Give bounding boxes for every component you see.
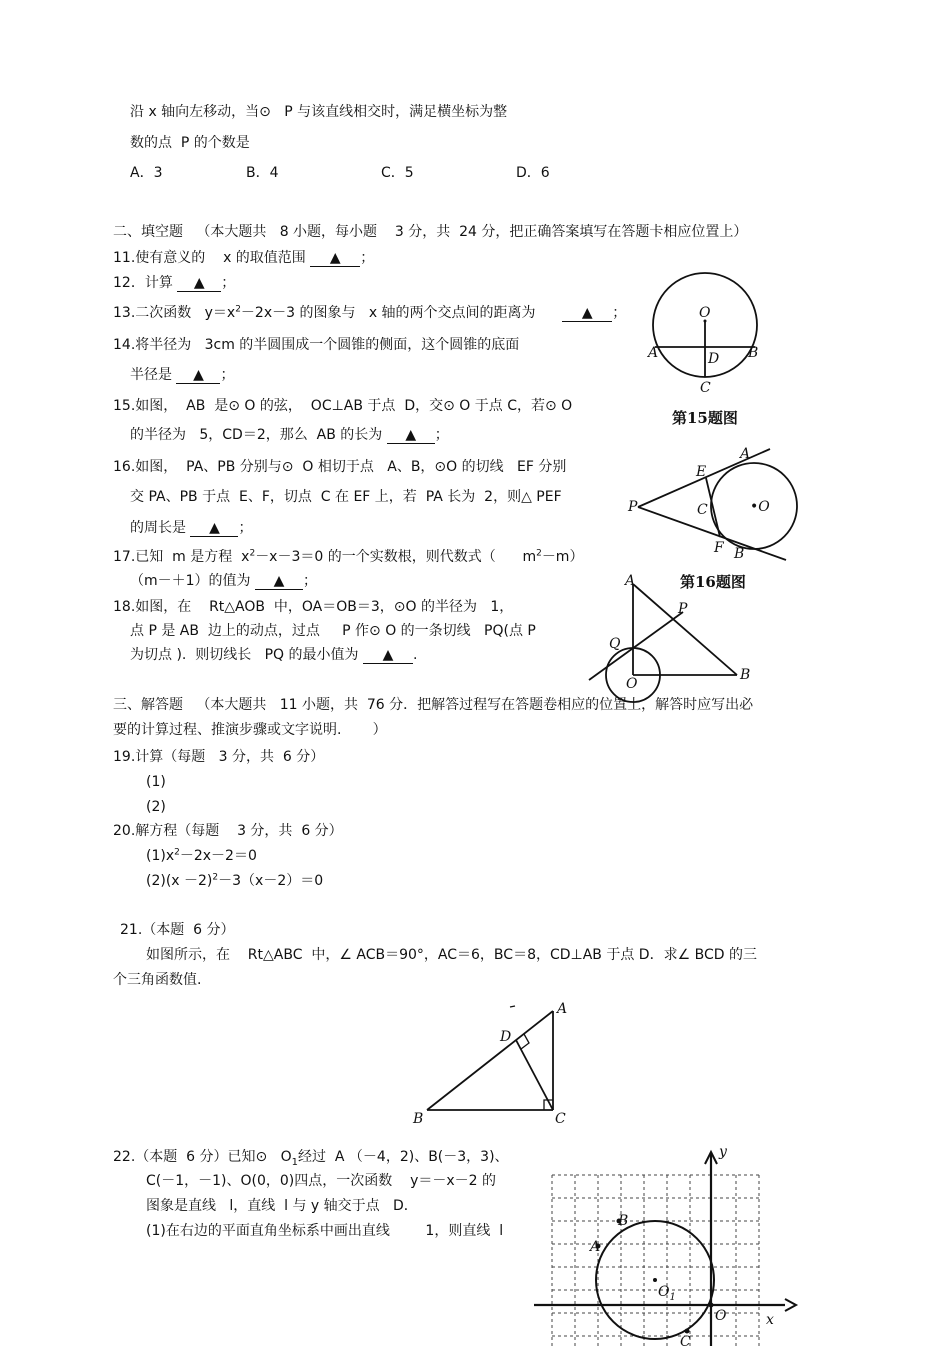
fig16-label-b: B (734, 546, 745, 562)
q17-exponent-2: 2 (536, 548, 542, 559)
q21-line2: 个三角函数值. (113, 972, 202, 988)
fig22-grid (552, 1175, 762, 1346)
question-17-line1 (113, 548, 583, 566)
q17-text-d: （m－＋1）的值为 (130, 573, 251, 589)
fig18-side-ab (633, 584, 737, 675)
question-22-line1 (113, 1148, 509, 1172)
fig22-label-b: B (618, 1213, 629, 1229)
fig16-label-e: E (696, 464, 707, 480)
q22-line2: C(－1，－1)、O(0，0)四点，一次函数 y＝－x－2 的 (146, 1173, 496, 1189)
fig18-label-q: Q (609, 636, 621, 652)
q18-period: . (412, 647, 418, 663)
q13-text-b: －2x－3 的图象与 x 轴的两个交点间的距离为 (240, 305, 536, 321)
q15-text-b: 的半径为 5，CD＝2，那么 AB 的长为 (130, 427, 383, 443)
q20-part-1 (146, 847, 257, 865)
fig22-label-y: y (719, 1144, 727, 1160)
question-17-line2 (130, 572, 317, 590)
q17-text-c: －m） (541, 549, 584, 565)
q11-answer-blank: ▲ (310, 250, 360, 267)
q11-semicolon: ； (360, 250, 375, 266)
q21-heading: 21.（本题 6 分） (120, 922, 235, 938)
question-15-line2 (130, 426, 449, 444)
question-16-line3 (130, 519, 252, 537)
q13-semicolon: ； (612, 305, 627, 321)
q12-semicolon: ； (221, 275, 236, 291)
fig15-caption: 第15题图 (672, 409, 738, 427)
q16-text-c: 的周长是 (130, 520, 186, 536)
question-14-line2 (130, 366, 234, 384)
fig21-side-ab (427, 1011, 553, 1110)
q10-text-line2: 数的点 P 的个数是 (130, 135, 250, 151)
q13-exponent: 2 (235, 304, 241, 315)
q13-text-a: 13.二次函数 y＝x (113, 305, 236, 321)
q20-1-text-a: (1)x (146, 848, 175, 864)
q14-line1: 14.将半径为 3cm 的半圆围成一个圆锥的侧面，这个圆锥的底面 (113, 337, 520, 353)
q16-semicolon: ； (238, 520, 253, 536)
fig16-label-p: P (628, 499, 638, 515)
q14-semicolon: ； (220, 367, 235, 383)
fig22-label-a: A (590, 1239, 601, 1255)
q17-exponent-1: 2 (249, 548, 256, 559)
q22-text-a2: 经过 A （－4，2)、B(－3，3)、 (298, 1149, 509, 1165)
q22-line3: 图象是直线 l，直线 l 与 y 轴交于点 D． (146, 1198, 418, 1214)
fig21-label-b: B (413, 1111, 424, 1127)
q21-line1: 如图所示，在 Rt△ABC 中，∠ ACB＝90°，AC＝6，BC＝8，CD⊥AB 于点 D．求∠ BCD 的三 (146, 947, 757, 963)
q16-answer-blank: ▲ (190, 520, 238, 537)
figure-21 (405, 995, 585, 1130)
section-3-heading-line1: 三、解答题 （本大题共 11 小题，共 76 分．把解答过程写在答题卷相应的位置上，解答时应写出必 (113, 697, 754, 713)
fig22-label-o1-main: O (658, 1284, 670, 1300)
fig15-label-d: D (708, 351, 720, 367)
figure-22-coordinate-grid (530, 1138, 800, 1346)
q18-line2: 点 P 是 AB 边上的动点，过点 P 作⊙ O 的一条切线 PQ(点 P (130, 623, 536, 639)
q10-option-a: A．3 (130, 165, 163, 181)
q22-line4: (1)在右边的平面直角坐标系中画出直线 1，则直线 l (146, 1223, 504, 1239)
question-13 (113, 304, 626, 322)
figure-18 (585, 572, 760, 697)
q18-answer-blank: ▲ (363, 647, 413, 664)
q22-text-a: 22.（本题 6 分）已知⊙ O (113, 1149, 292, 1165)
q16-line1: 16.如图， PA、PB 分别与⊙ O 相切于点 A、B，⊙O 的切线 EF 分别 (113, 459, 567, 475)
fig21-label-a: A (557, 1001, 568, 1017)
q19-part-1: (1) (146, 774, 166, 790)
q18-line1: 18.如图，在 Rt△AOB 中，OA＝OB＝3，⊙O 的半径为 1， (113, 599, 514, 615)
fig18-tangent-pq (589, 612, 683, 680)
fig21-label-d: D (500, 1029, 512, 1045)
q20-heading: 20.解方程（每题 3 分，共 6 分） (113, 823, 343, 839)
fig16-tangent-ef (706, 478, 720, 537)
fig15-label-a: A (648, 345, 659, 361)
q11-text: 11.使有意义的 x 的取值范围 (113, 250, 306, 266)
fig22-label-c: C (680, 1334, 691, 1346)
q15-answer-blank: ▲ (387, 427, 435, 444)
fig16-label-f: F (714, 540, 724, 556)
question-11 (113, 249, 374, 267)
fig22-label-o1-sub: 1 (669, 1292, 676, 1303)
fig22-x-axis-arrow-icon (785, 1299, 796, 1311)
q19-part-2: (2) (146, 799, 166, 815)
fig16-caption: 第16题图 (680, 573, 746, 591)
q20-part-2 (146, 872, 323, 890)
q14-text-b: 半径是 (130, 367, 172, 383)
q12-answer-blank: ▲ (177, 275, 221, 292)
q17-semicolon: ； (303, 573, 317, 589)
fig18-label-p: P (678, 601, 688, 617)
fig15-label-c: C (700, 380, 711, 396)
fig22-point-c (685, 1329, 690, 1334)
fig21-label-c: C (555, 1111, 566, 1127)
q15-line1: 15.如图， AB 是⊙ O 的弦， OC⊥AB 于点 D，交⊙ O 于点 C，若⊙ O (113, 398, 573, 414)
q20-1-text-b: －2x－2＝0 (179, 848, 257, 864)
q22-subscript: 1 (291, 1156, 298, 1168)
fig18-label-a: A (625, 573, 636, 589)
q19-heading: 19.计算（每题 3 分，共 6 分） (113, 749, 325, 765)
fig18-label-b: B (740, 667, 751, 683)
section-2-heading: 二、填空题 （本大题共 8 小题，每小题 3 分，共 24 分，把正确答案填写在答题卡相应位置上） (113, 224, 748, 240)
q18-text-c: 为切点 ). 则切线长 PQ 的最小值为 (130, 647, 359, 663)
fig16-label-c: C (697, 502, 708, 518)
section-3-heading-line2: 要的计算过程、推演步骤或文字说明. ） (113, 722, 387, 738)
q12-text: 12．计算 (113, 275, 173, 291)
q10-option-c: C．5 (381, 165, 414, 181)
q14-answer-blank: ▲ (176, 367, 220, 384)
q17-answer-blank: ▲ (255, 573, 303, 590)
q20-2-text-a: (2)(x －2) (146, 873, 213, 889)
fig22-label-o1 (658, 1284, 676, 1303)
fig16-label-o: •O (750, 499, 770, 515)
fig21-stray-mark (510, 1006, 515, 1007)
fig22-label-o: O (715, 1308, 727, 1324)
fig15-label-b: B (748, 345, 759, 361)
q15-semicolon: ； (434, 427, 449, 443)
q16-line2: 交 PA、PB 于点 E、F，切点 C 在 EF 上，若 PA 长为 2，则△ PEF (130, 489, 562, 505)
q20-2-exponent: 2 (212, 872, 219, 883)
figure-15 (640, 265, 780, 435)
fig22-center-dot (653, 1278, 657, 1282)
q20-1-exponent: 2 (174, 847, 180, 858)
q10-text-line1: 沿 x 轴向左移动，当⊙ P 与该直线相交时，满足横坐标为整 (130, 104, 508, 120)
question-12 (113, 274, 235, 292)
fig16-label-a: A (740, 446, 751, 462)
q20-2-text-b: －3（x－2）＝0 (218, 873, 324, 889)
fig22-label-x: x (766, 1312, 774, 1328)
fig22-point-o (709, 1303, 714, 1308)
fig15-label-o: O (699, 305, 711, 321)
q17-text-b: －x－3＝0 的一个实数根，则代数式（ m (255, 549, 537, 565)
question-18-line3 (130, 646, 417, 664)
fig18-label-o: O (626, 676, 638, 692)
q10-option-b: B．4 (246, 165, 279, 181)
q10-option-d: D．6 (516, 165, 550, 181)
q17-text-a: 17.已知 m 是方程 x (113, 549, 250, 565)
q13-answer-blank: ▲ (562, 305, 612, 322)
